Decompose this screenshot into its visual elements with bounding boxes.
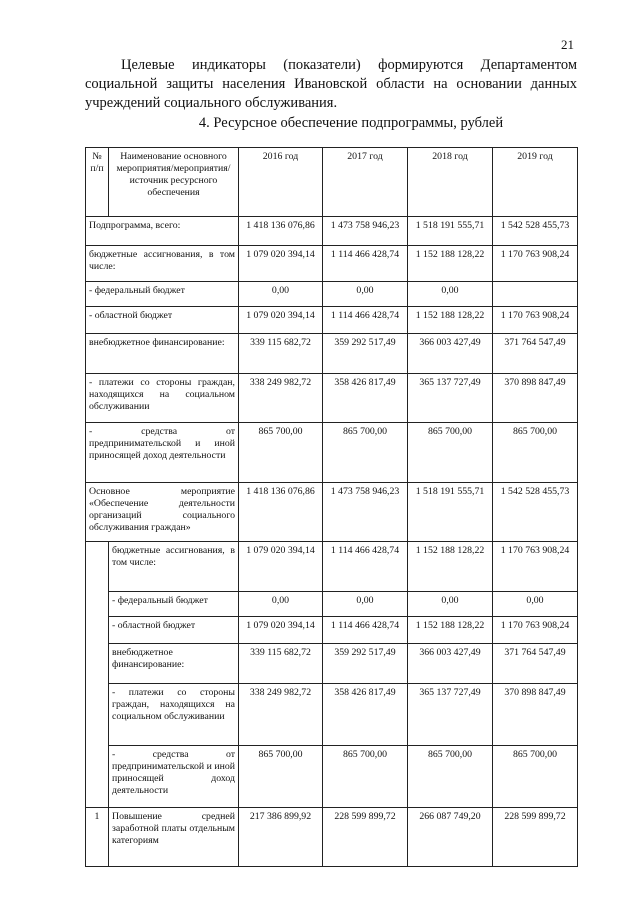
value-2018: 266 087 749,20 [408,808,493,867]
header-name: Наименование основного мероприятия/мероприятия/ источник ресурсного обеспечения [109,148,239,217]
table-row [86,808,578,867]
value-2017: 358 426 817,49 [323,684,408,746]
header-2017: 2017 год [323,148,408,217]
value-2018: 1 152 188 128,22 [408,307,493,334]
value-2018: 865 700,00 [408,746,493,808]
table-row [86,542,578,592]
row-label: - платежи со стороны граждан, находящихся на социальном обслуживании [86,374,239,423]
value-2016: 339 115 682,72 [239,644,323,684]
table-row [86,483,578,542]
table-row [86,644,578,684]
row-label: внебюджетное финансирование: [109,644,239,684]
value-2016: 1 079 020 394,14 [239,542,323,592]
value-2018: 366 003 427,49 [408,334,493,374]
value-2017: 0,00 [323,592,408,617]
value-2019: 228 599 899,72 [493,808,578,867]
value-2017: 1 114 466 428,74 [323,617,408,644]
row-label: - средства от предпринимательской и иной приносящей доход деятельности [109,746,239,808]
value-2018: 0,00 [408,282,493,307]
row-label: - областной бюджет [109,617,239,644]
value-2018: 365 137 727,49 [408,374,493,423]
value-2016: 1 418 136 076,86 [239,483,323,542]
value-2017: 0,00 [323,282,408,307]
value-2017: 359 292 517,49 [323,644,408,684]
intro-paragraph: Целевые индикаторы (показатели) формируются Департаментом социальной защиты населения Ивановской области на основании данных учреждений социального обслуживания. [85,57,577,111]
section-title: 4. Ресурсное обеспечение подпрограммы, рублей [198,115,504,131]
value-2018: 1 152 188 128,22 [408,617,493,644]
row-label: бюджетные ассигнования, в том числе: [109,542,239,592]
value-2016: 338 249 982,72 [239,374,323,423]
row-label: - платежи со стороны граждан, находящихся на социальном обслуживании [109,684,239,746]
value-2016: 1 079 020 394,14 [239,246,323,282]
table-row [86,246,578,282]
value-2019: 370 898 847,49 [493,684,578,746]
value-2016: 338 249 982,72 [239,684,323,746]
value-2019: 1 542 528 455,73 [493,483,578,542]
value-2017: 359 292 517,49 [323,334,408,374]
value-2018: 0,00 [408,592,493,617]
value-2016: 1 418 136 076,86 [239,217,323,246]
value-2016: 865 700,00 [239,423,323,483]
table-row [86,746,578,808]
value-2018: 1 518 191 555,71 [408,217,493,246]
value-2017: 865 700,00 [323,423,408,483]
table-row [86,282,578,307]
table-row [86,617,578,644]
table-row [86,217,578,246]
value-2018: 366 003 427,49 [408,644,493,684]
row-label: Повышение средней заработной платы отдельным категориям [109,808,239,867]
row-label: - средства от предпринимательской и иной приносящей доход деятельности [86,423,239,483]
value-2018: 365 137 727,49 [408,684,493,746]
value-2017: 1 114 466 428,74 [323,542,408,592]
value-2019: 371 764 547,49 [493,644,578,684]
value-2017: 1 114 466 428,74 [323,246,408,282]
value-2018: 865 700,00 [408,423,493,483]
value-2019: 865 700,00 [493,423,578,483]
value-2017: 1 473 758 946,23 [323,217,408,246]
value-2019: 1 170 763 908,24 [493,246,578,282]
value-2018: 1 152 188 128,22 [408,246,493,282]
value-2019: 1 542 528 455,73 [493,217,578,246]
value-2018: 1 518 191 555,71 [408,483,493,542]
table-row [86,307,578,334]
row-label: Основное мероприятие «Обеспечение деятельности организаций социального обслуживания граждан» [86,483,239,542]
value-2016: 0,00 [239,282,323,307]
page-number: 21 [561,37,574,52]
row-label: бюджетные ассигнования, в том числе: [86,246,239,282]
value-2017: 1 114 466 428,74 [323,307,408,334]
value-2019: 1 170 763 908,24 [493,617,578,644]
value-2017: 228 599 899,72 [323,808,408,867]
table-row [86,334,578,374]
row-number: 1 [86,808,109,867]
value-2019: 1 170 763 908,24 [493,307,578,334]
row-label: внебюджетное финансирование: [86,334,239,374]
table-row [86,423,578,483]
header-2018: 2018 год [408,148,493,217]
table-row [86,374,578,423]
value-2016: 1 079 020 394,14 [239,307,323,334]
row-label: Подпрограмма, всего: [86,217,239,246]
value-2019: 370 898 847,49 [493,374,578,423]
resource-table [85,147,578,867]
value-2018: 1 152 188 128,22 [408,542,493,592]
row-label: - федеральный бюджет [86,282,239,307]
row-label: - федеральный бюджет [109,592,239,617]
value-2016: 0,00 [239,592,323,617]
row-label: - областной бюджет [86,307,239,334]
value-2019: 1 170 763 908,24 [493,542,578,592]
empty-num-cell [86,542,109,808]
header-num: № п/п [86,148,109,217]
value-2019: 0,00 [493,592,578,617]
value-2016: 1 079 020 394,14 [239,617,323,644]
header-2019: 2019 год [493,148,578,217]
header-2016: 2016 год [239,148,323,217]
value-2019: 865 700,00 [493,746,578,808]
value-2016: 217 386 899,92 [239,808,323,867]
table-header-row [86,148,578,217]
value-2017: 865 700,00 [323,746,408,808]
value-2017: 358 426 817,49 [323,374,408,423]
value-2017: 1 473 758 946,23 [323,483,408,542]
value-2019: 371 764 547,49 [493,334,578,374]
table-row [86,684,578,746]
value-2019 [493,282,578,307]
value-2016: 865 700,00 [239,746,323,808]
table-row [86,592,578,617]
value-2016: 339 115 682,72 [239,334,323,374]
